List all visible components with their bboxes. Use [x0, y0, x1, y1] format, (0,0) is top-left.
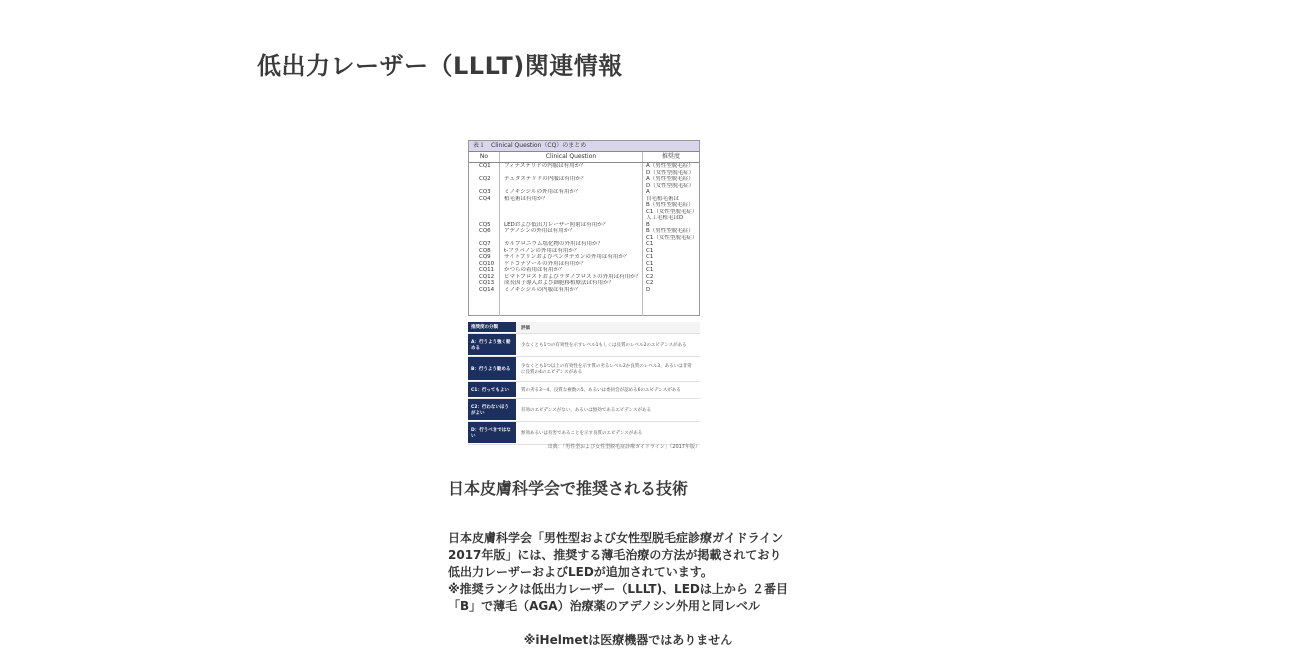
cq-number: CQ4 — [479, 195, 491, 202]
cq-question: デュタステリドの内服は有用か？ — [504, 176, 587, 182]
cq-number: CQ9 — [479, 254, 491, 260]
table-header-row — [469, 152, 699, 163]
grade-evaluation: 少なくとも1つ以上の有効性を示す質の劣るレベル2か良質のレベル3、あるいは非常に良質の4のエビデンスがある — [521, 364, 692, 375]
cq-number: CQ13 — [479, 280, 495, 286]
cq-question: ミノキシジルの外用は有用か？ — [504, 189, 581, 195]
cq-question: 植毛術は有用か？ — [504, 195, 549, 202]
cq-question: サイトプリンおよびペンタデカンの外用は有用か？ — [504, 254, 630, 260]
cq-summary-table — [468, 140, 700, 316]
page-title: 低出力レーザー（LLLT)関連情報 — [257, 52, 623, 80]
body-line: 「B」で薄毛（AGA）治療薬のアデノシン外用と同レベル — [448, 599, 760, 613]
body-line: 低出力レーザーおよびLEDが追加されています。 — [448, 565, 713, 579]
cq-number: CQ14 — [479, 286, 495, 293]
cq-question: アデノシンの外用は有用か？ — [504, 228, 575, 234]
table-row — [468, 399, 700, 422]
column-header-question: Clinical Question — [500, 152, 643, 162]
grade-evaluation: 少なくとも1つの有効性を示すレベル1もしくは良質のレベル2のエビデンスがある — [521, 343, 687, 348]
cq-grade: C1 — [646, 267, 654, 273]
recommendation-grade-table — [468, 322, 700, 438]
cq-grade: C1 — [646, 247, 654, 254]
cq-grade: B（男性型脱毛症） — [646, 202, 694, 208]
cq-number: CQ6 — [479, 228, 491, 234]
cq-number: CQ8 — [479, 247, 491, 254]
section-heading: 日本皮膚科学会で推奨される技術 — [448, 479, 689, 498]
cq-question: かつらの着用は有用か？ — [504, 267, 565, 273]
grade-evaluation: 無効あるいは有害であることを示す良質のエビデンスがある — [521, 431, 643, 436]
cq-question: 成長因子導入および細胞移植療法は有用か？ — [504, 280, 615, 286]
cq-grade: D（女性型脱毛症） — [646, 169, 695, 176]
body-line: ※推奨ランクは低出力レーザー（LLLT)、LEDは上から ２番目 — [448, 582, 789, 596]
cq-grade: A（男性型脱毛症） — [646, 176, 694, 182]
evaluation-header: 評価 — [516, 322, 700, 333]
grade-label: A：行うよう強く勧める — [468, 334, 516, 356]
cq-grade: C1 — [646, 260, 654, 267]
column-header-grade: 推奨度 — [661, 153, 680, 160]
grade-evaluation: 質の劣る3～4、良質な複数の5、あるいは委員会が認める6のエビデンスがある — [521, 388, 681, 393]
table-header-row — [468, 322, 700, 334]
cq-question: ケトコナゾールの外用は有用か？ — [504, 260, 587, 267]
cq-grade: B（男性型脱毛症） — [646, 228, 694, 234]
cq-number: CQ7 — [479, 241, 491, 247]
cq-grade: C1 — [646, 254, 654, 260]
cq-number: CQ5 — [479, 221, 491, 228]
cq-number: CQ2 — [479, 176, 491, 182]
cq-grade: D — [646, 286, 651, 293]
table-row — [468, 422, 700, 445]
cq-question: LEDおよび低出力レーザー照射は有用か？ — [504, 221, 609, 228]
grade-label: C1：行ってもよい — [468, 382, 516, 398]
cq-question: フィナステリドの内服は有用か？ — [504, 163, 586, 169]
table-source: 出典：「男性型および女性型脱毛症診療ガイドライン」（2017年版） — [547, 444, 700, 450]
grade-header: 推奨度の分類 — [468, 322, 516, 333]
cq-grade: D（女性型脱毛症） — [646, 182, 695, 189]
cq-grade: C1 — [646, 241, 654, 247]
grade-evaluation: 有効のエビデンスがない、あるいは無効であるエビデンスがある — [521, 408, 652, 413]
table-row — [468, 357, 700, 382]
section-body — [448, 530, 818, 615]
cq-number: CQ11 — [479, 267, 495, 273]
cq-number: CQ10 — [479, 260, 495, 267]
table-body — [469, 163, 699, 316]
disclaimer-note: ※iHelmetは医療機器ではありません — [523, 633, 733, 647]
body-line: 2017年版」には、推奨する薄毛治療の方法が掲載されており — [448, 548, 782, 562]
cq-question: カルプロニウム塩化物の外用は有用か？ — [504, 241, 603, 247]
cq-number: CQ3 — [479, 189, 491, 195]
cq-grade: C2 — [646, 273, 654, 280]
cq-grade: C1（女性型脱毛症） — [646, 208, 698, 215]
cq-question: t-フラバノンの外用は有用か？ — [504, 247, 580, 254]
cq-grade: 人工毛植毛はD — [646, 215, 684, 221]
cq-number: CQ1 — [479, 163, 491, 169]
cq-grade: C2 — [646, 280, 654, 286]
cq-grade: A（男性型脱毛症） — [646, 163, 694, 169]
table-row — [469, 287, 699, 294]
cq-question: ビマトプロストおよびラタノプロストの外用は有用か？ — [504, 273, 642, 280]
grade-label: C2：行わないほうがよい — [468, 399, 516, 421]
grade-label: D：行うべきではない — [468, 422, 516, 444]
grade-label: B：行うよう勧める — [468, 357, 516, 381]
table-row — [468, 382, 700, 399]
cq-number: CQ12 — [479, 273, 495, 280]
table-row — [468, 334, 700, 357]
column-header-no: No — [469, 152, 500, 162]
body-line: 日本皮膚科学会「男性型および女性型脱毛症診療ガイドライン — [448, 531, 784, 545]
table-caption: 表１ Clinical Question（CQ）のまとめ — [469, 141, 699, 152]
cq-grade: 自毛植毛術は — [646, 195, 680, 202]
cq-question: ミノキシジルの内服は有用か？ — [504, 286, 581, 293]
cq-grade: B — [646, 221, 650, 228]
cq-grade: C1（女性型脱毛症） — [646, 234, 698, 241]
cq-grade: A — [646, 189, 650, 195]
